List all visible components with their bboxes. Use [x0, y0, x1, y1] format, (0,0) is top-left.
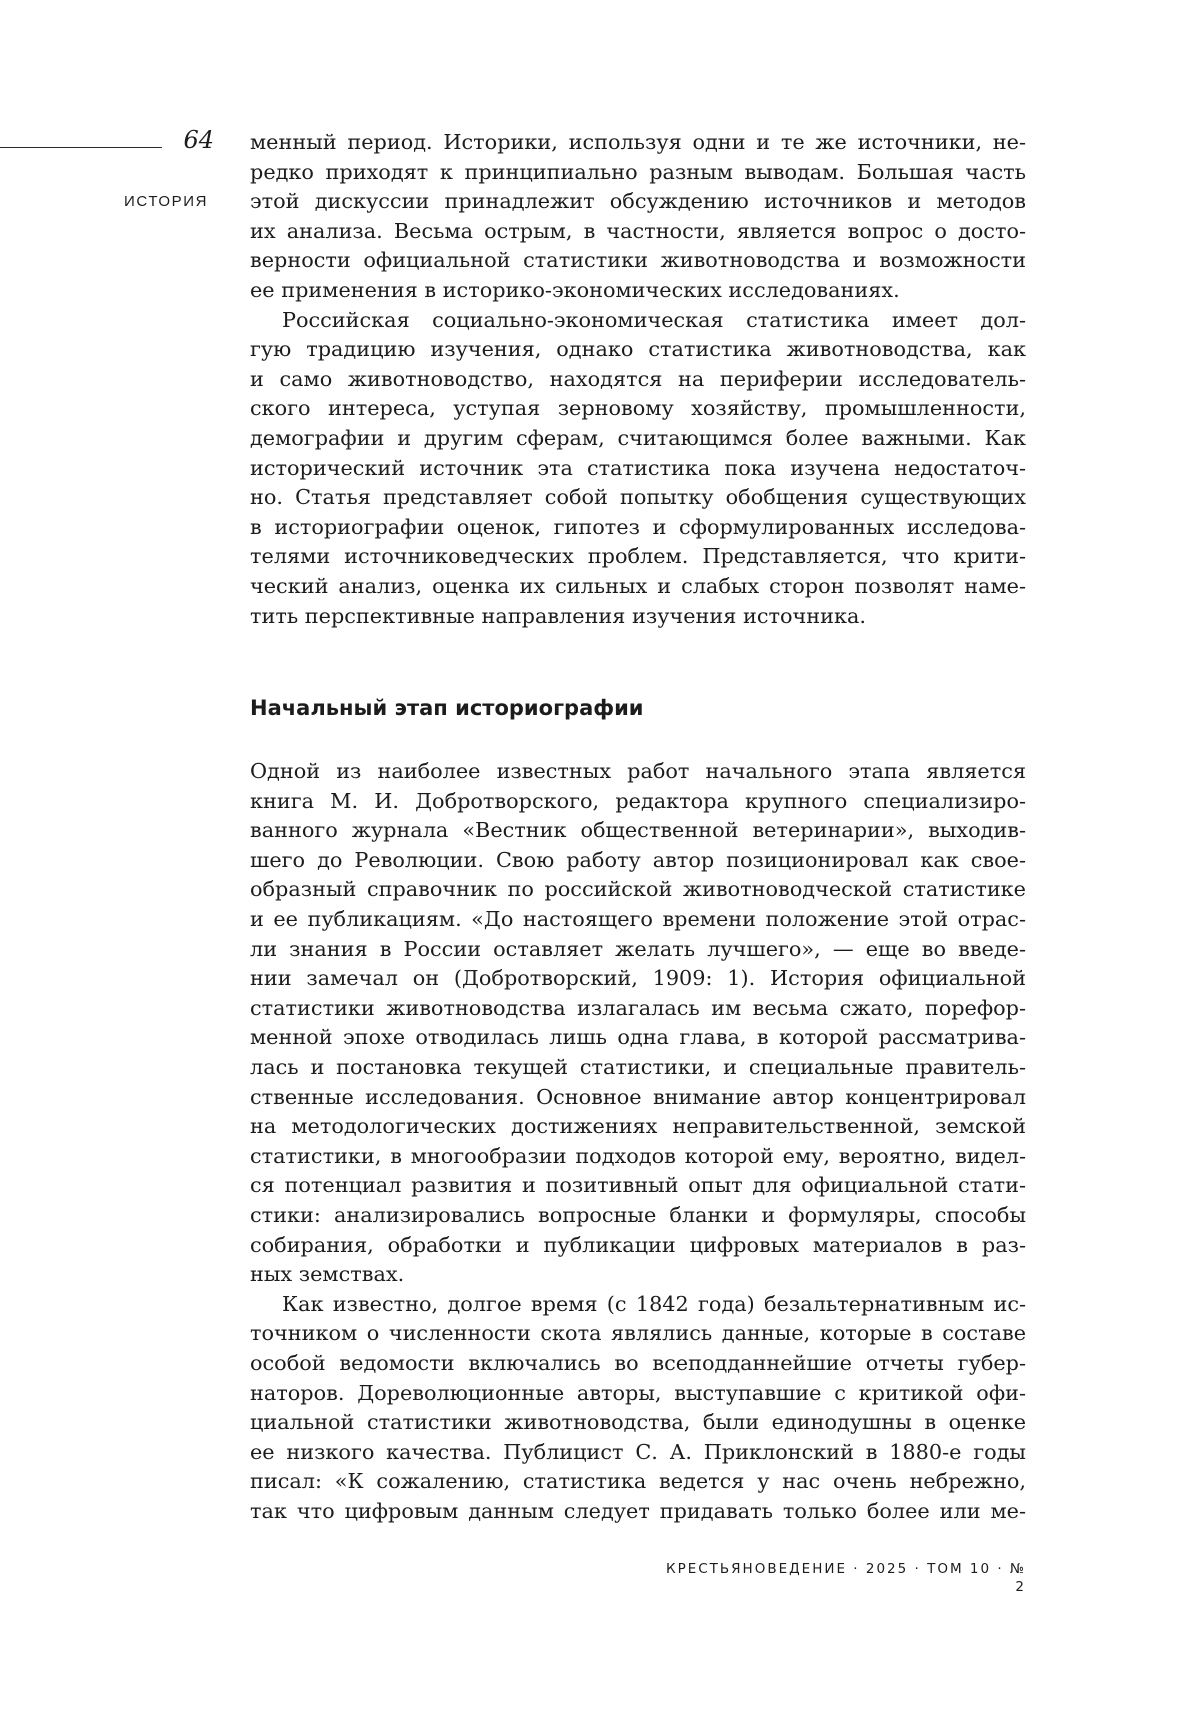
text-line: ее низкого качества. Публицист С. А. Приклонский в 1880-е годы: [250, 1438, 1026, 1468]
text-line: и само животноводство, находятся на периферии исследователь-: [250, 365, 1026, 395]
text-line: статистики, в многообразии подходов которой ему, вероятно, видел-: [250, 1142, 1026, 1172]
header-rule: [0, 147, 162, 148]
text-line: в историографии оценок, гипотез и сформулированных исследова-: [250, 513, 1026, 543]
text-line: на методологических достижениях неправительственной, земской: [250, 1112, 1026, 1142]
text-line: этой дискуссии принадлежит обсуждению источников и методов: [250, 187, 1026, 217]
page-number: 64: [178, 124, 214, 156]
text-line: Одной из наиболее известных работ начального этапа является: [250, 757, 1026, 787]
text-line: шего до Революции. Свою работу автор позиционировал как свое-: [250, 846, 1026, 876]
text-line: образный справочник по российской животноводческой статистике: [250, 875, 1026, 905]
text-line: менный период. Историки, используя одни и те же источники, не-: [250, 128, 1026, 158]
text-line: ных земствах.: [250, 1260, 1026, 1290]
text-line: книга М. И. Добротворского, редактора крупного специализиро-: [250, 787, 1026, 817]
paragraph-2: [250, 306, 1026, 632]
text-line: их анализа. Весьма острым, в частности, является вопрос о досто-: [250, 217, 1026, 247]
text-line: редко приходят к принципиально разным выводам. Большая часть: [250, 158, 1026, 188]
text-line: менной эпохе отводилась лишь одна глава, в которой рассматрива-: [250, 1023, 1026, 1053]
text-line: писал: «К сожалению, статистика ведется у нас очень небрежно,: [250, 1467, 1026, 1497]
section-label: ИСТОРИЯ: [124, 192, 208, 212]
intro-paragraph: [250, 128, 1026, 306]
text-line: точником о численности скота являлись данные, которые в составе: [250, 1319, 1026, 1349]
text-line: лась и постановка текущей статистики, и специальные правитель-: [250, 1053, 1026, 1083]
text-line: собирания, обработки и публикации цифровых материалов в раз-: [250, 1231, 1026, 1261]
text-line: статистики животноводства излагалась им весьма сжато, порефор-: [250, 994, 1026, 1024]
text-line: и ее публикациям. «До настоящего времени положение этой отрас-: [250, 905, 1026, 935]
journal-footer: КРЕСТЬЯНОВЕДЕНИЕ · 2025 · ТОМ 10 · № 2: [650, 1560, 1026, 1596]
text-line: особой ведомости включались во всеподданнейшие отчеты губер-: [250, 1349, 1026, 1379]
text-line: циальной статистики животноводства, были единодушны в оценке: [250, 1408, 1026, 1438]
text-column: [250, 128, 1026, 1527]
text-line: наторов. Дореволюционные авторы, выступавшие с критикой офи-: [250, 1379, 1026, 1409]
text-line: верности официальной статистики животноводства и возможности: [250, 246, 1026, 276]
section-heading: Начальный этап историографии: [250, 693, 1026, 723]
text-line: ческий анализ, оценка их сильных и слабых сторон позволят наме-: [250, 572, 1026, 602]
text-line: Как известно, долгое время (с 1842 года) безальтернативным ис-: [250, 1290, 1026, 1320]
text-line: ского интереса, уступая зерновому хозяйству, промышленности,: [250, 394, 1026, 424]
text-line: ственные исследования. Основное внимание автор концентрировал: [250, 1083, 1026, 1113]
paragraph-4: [250, 1290, 1026, 1527]
text-line: Российская социально-экономическая статистика имеет дол-: [250, 306, 1026, 336]
text-line: ее применения в историко-экономических исследованиях.: [250, 276, 1026, 306]
text-line: ли знания в России оставляет желать лучшего», — еще во введе-: [250, 935, 1026, 965]
paragraph-3: [250, 757, 1026, 1290]
text-line: но. Статья представляет собой попытку обобщения существующих: [250, 483, 1026, 513]
text-line: нии замечал он (Добротворский, 1909: 1). История официальной: [250, 964, 1026, 994]
text-line: ванного журнала «Вестник общественной ветеринарии», выходив-: [250, 816, 1026, 846]
text-line: телями источниковедческих проблем. Представляется, что крити-: [250, 542, 1026, 572]
text-line: исторический источник эта статистика пока изучена недостаточ-: [250, 454, 1026, 484]
text-line: тить перспективные направления изучения источника.: [250, 602, 1026, 632]
text-line: гую традицию изучения, однако статистика животноводства, как: [250, 335, 1026, 365]
text-line: так что цифровым данным следует придавать только более или ме-: [250, 1497, 1026, 1527]
text-line: стики: анализировались вопросные бланки и формуляры, способы: [250, 1201, 1026, 1231]
text-line: ся потенциал развития и позитивный опыт для официальной стати-: [250, 1171, 1026, 1201]
text-line: демографии и другим сферам, считающимся более важными. Как: [250, 424, 1026, 454]
